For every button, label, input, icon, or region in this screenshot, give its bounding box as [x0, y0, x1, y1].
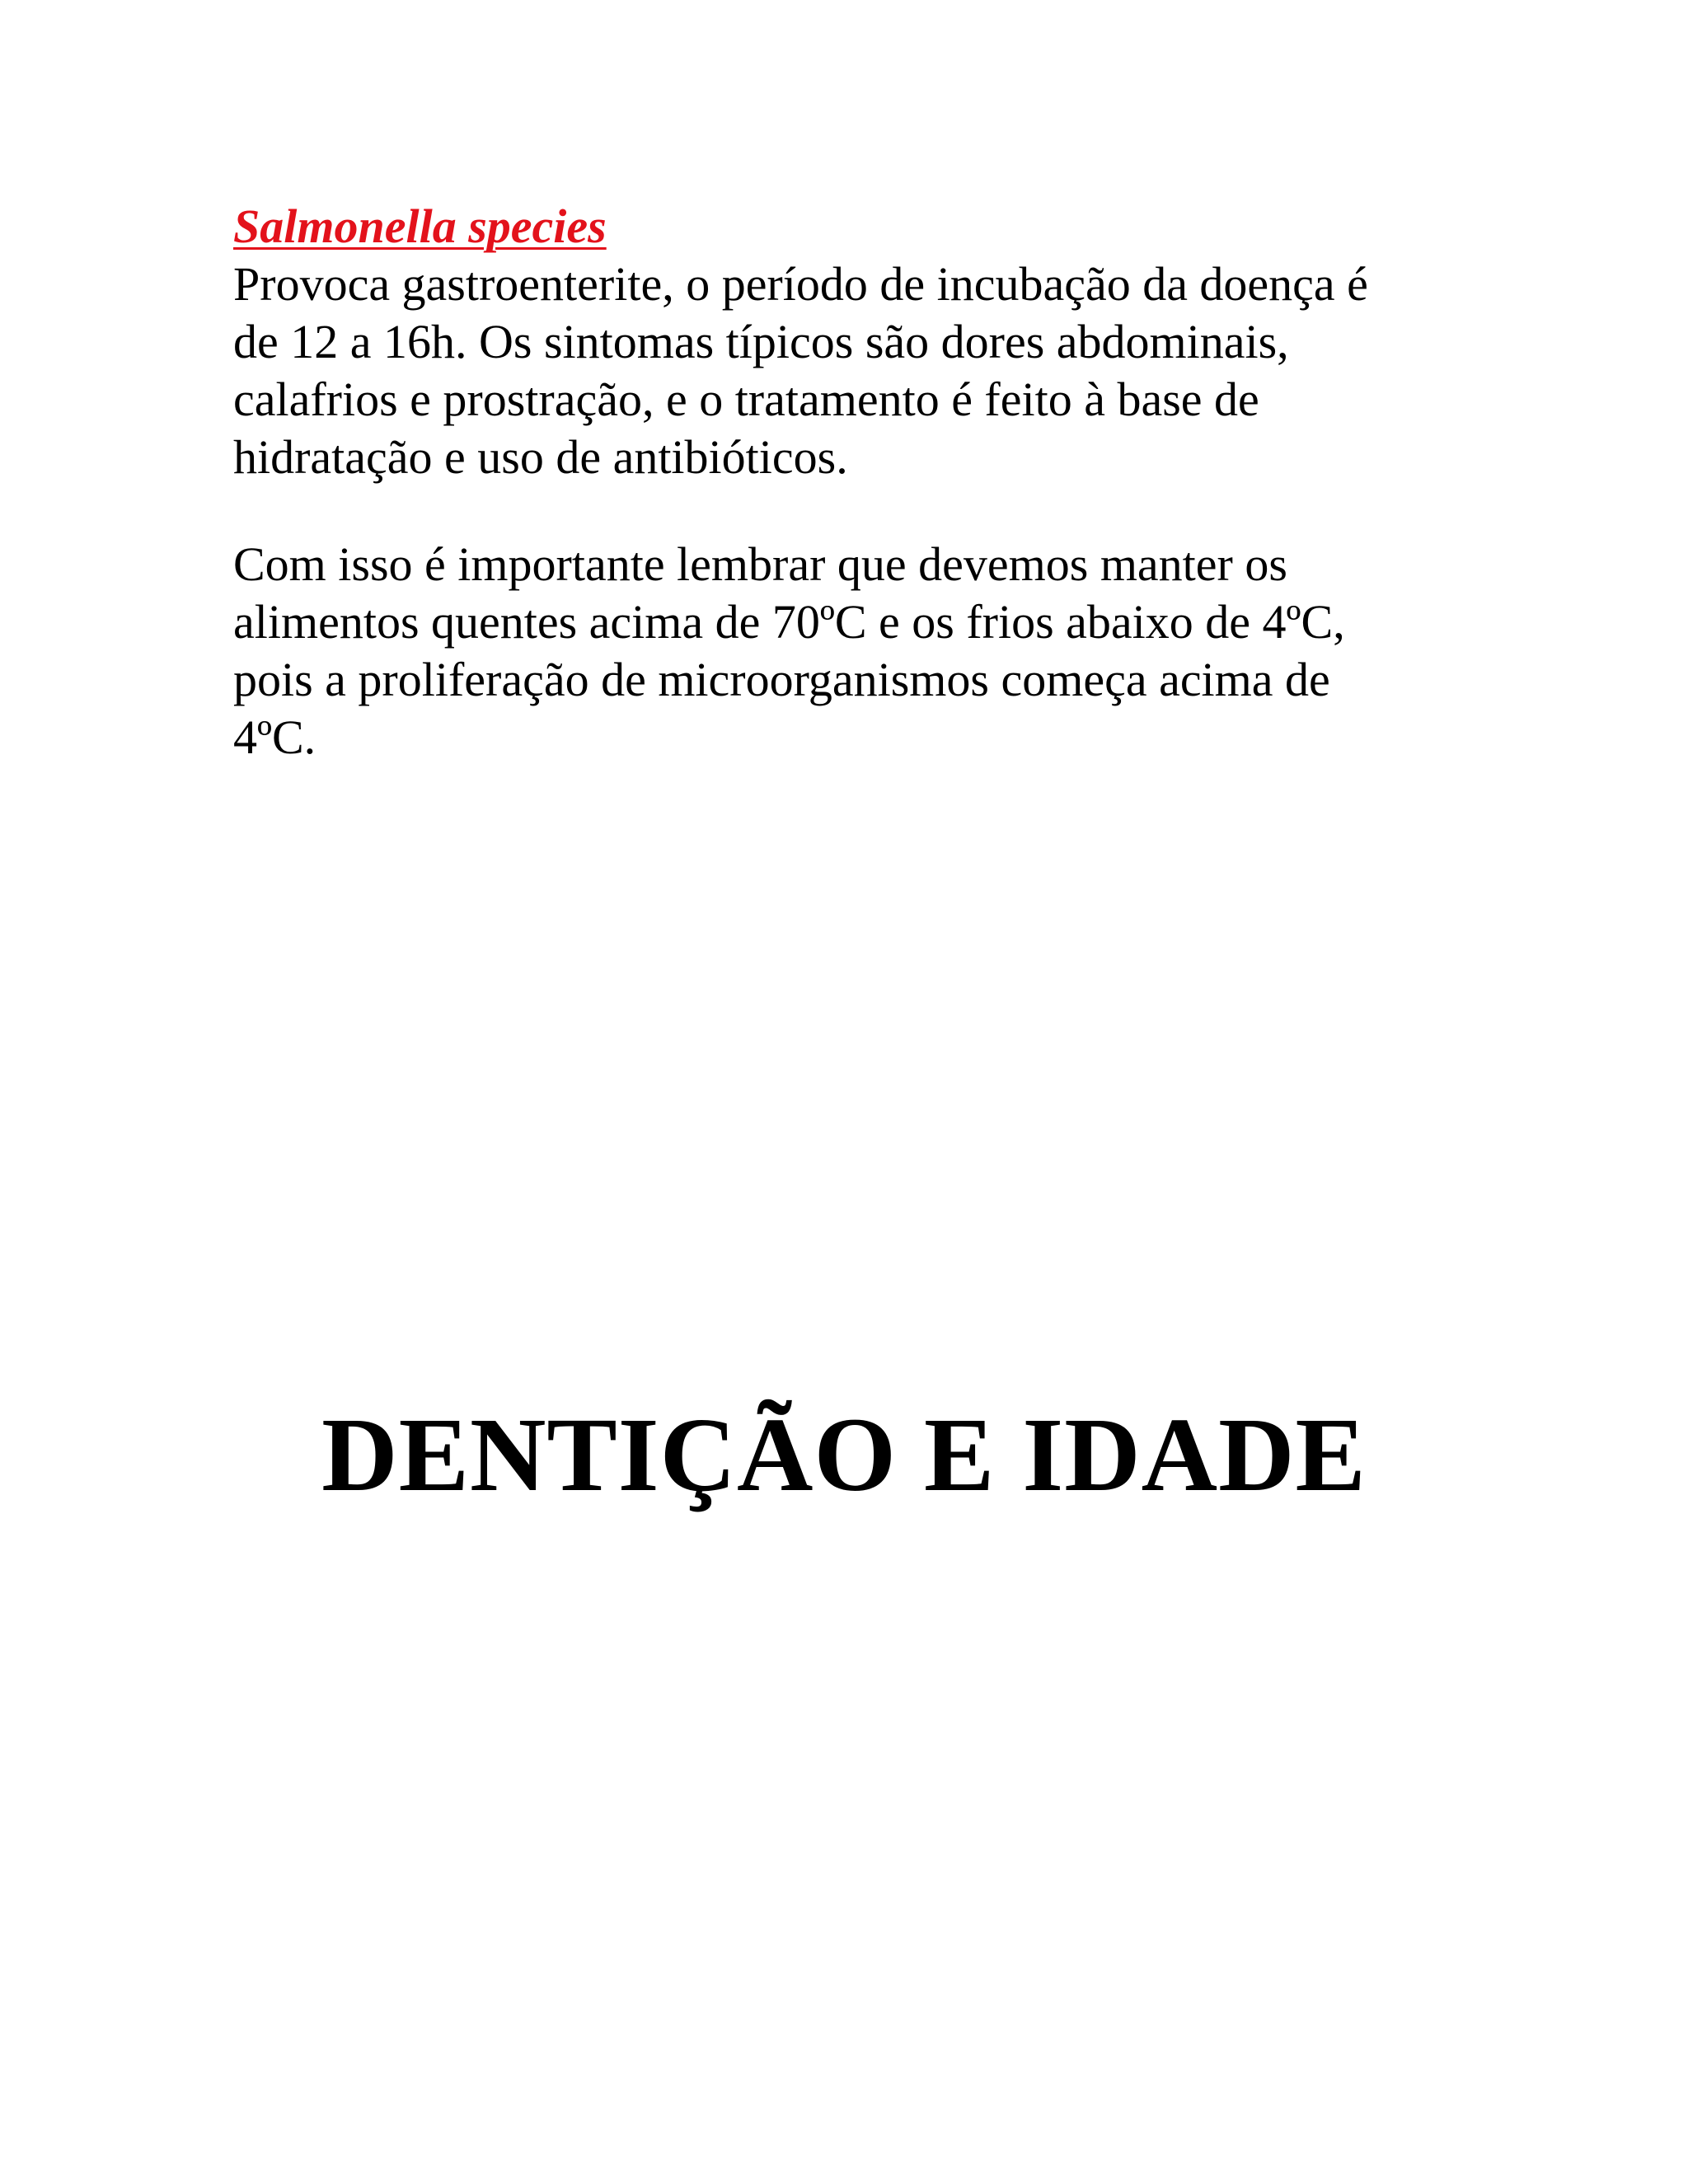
section-heading: Salmonella species — [233, 199, 607, 253]
paragraph-symptoms: Provoca gastroenterite, o período de incubação da doença é de 12 a 16h. Os sintomas típicos são dores abdominais, calafrios e prostração, e o tratamento é feito à base de hidratação e uso de antibióticos. — [233, 257, 1368, 484]
chapter-title: DENTIÇÃO E IDADE — [321, 1396, 1367, 1513]
paragraph-temperature: Com isso é importante lembrar que devemos manter os alimentos quentes acima de 70ºC e os frios abaixo de 4ºC, pois a proliferação de microorganismos começa acima de 4ºC. — [233, 537, 1345, 764]
paragraph-spacer — [233, 486, 1470, 536]
salmonella-section — [233, 198, 1470, 766]
